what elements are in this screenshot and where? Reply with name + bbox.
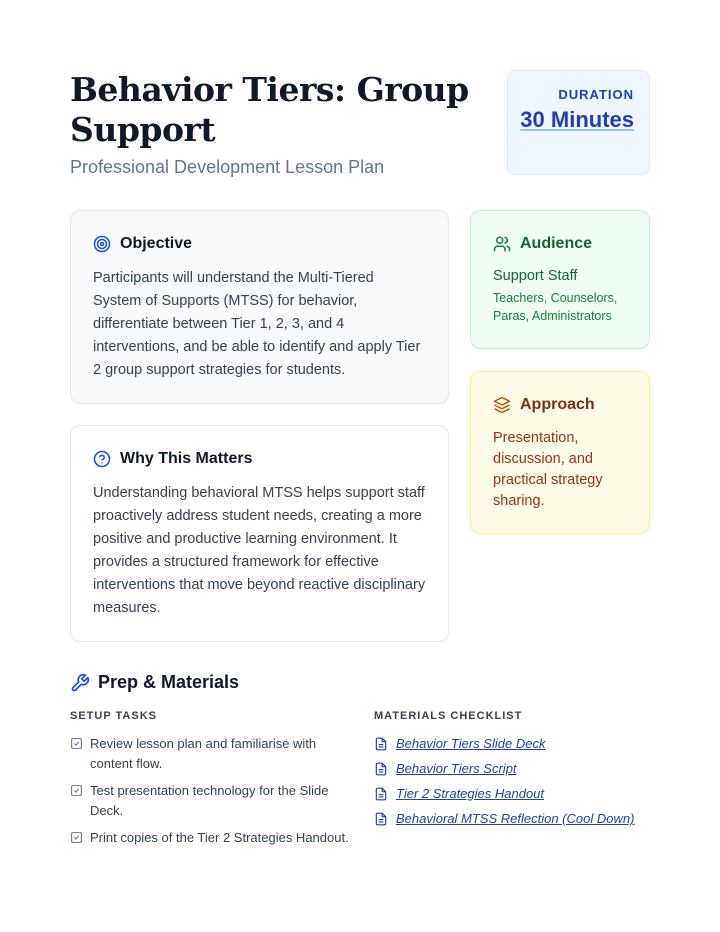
objective-card <box>70 210 449 404</box>
prep-heading: Prep & Materials <box>98 672 240 692</box>
list-item <box>70 781 350 821</box>
help-circle-icon <box>93 450 111 468</box>
page-title: Behavior Tiers: Group Support <box>70 70 469 149</box>
checkbox-checked-icon <box>70 831 83 844</box>
setup-task-list <box>70 734 350 855</box>
material-link-slide-deck[interactable]: Behavior Tiers Slide Deck <box>396 736 546 751</box>
audience-title: Support Staff <box>493 268 578 284</box>
audience-heading: Audience <box>520 235 593 252</box>
list-item <box>70 734 350 774</box>
material-link-reflection[interactable]: Behavioral MTSS Reflection (Cool Down) <box>396 811 635 826</box>
why-text: Understanding behavioral MTSS helps support staff proactively address student needs, creating a more positive and productive learning environment. It provides a structured framework for effective interventions that move beyond reactive disciplinary measures. <box>93 485 426 616</box>
document-icon <box>374 762 388 776</box>
setup-tasks-heading: SETUP TASKS <box>70 710 157 722</box>
why-card <box>70 425 449 642</box>
objective-text: Participants will understand the Multi-Tiered System of Supports (MTSS) for behavior, differentiate between Tier 1, 2, 3, and 4 interventions, and be able to identify and apply Tier 2 group support strategies for students. <box>93 270 421 378</box>
audience-detail: Teachers, Counselors, Paras, Administrators <box>493 291 618 323</box>
material-link-handout[interactable]: Tier 2 Strategies Handout <box>396 786 545 801</box>
list-item <box>374 759 674 778</box>
wrench-icon <box>70 673 90 693</box>
checkbox-checked-icon <box>70 737 83 750</box>
task-text: Test presentation technology for the Slide Deck. <box>90 783 329 818</box>
users-icon <box>493 235 511 253</box>
prep-heading-row <box>70 672 239 693</box>
checkbox-checked-icon <box>70 784 83 797</box>
audience-card <box>470 210 650 349</box>
duration-label: DURATION <box>558 87 634 102</box>
objective-heading: Objective <box>120 235 193 252</box>
document-icon <box>374 737 388 751</box>
list-item <box>374 809 674 828</box>
layers-icon <box>493 396 511 414</box>
task-text: Review lesson plan and familiarise with content flow. <box>90 736 317 771</box>
list-item <box>70 828 350 848</box>
materials-list <box>374 734 674 834</box>
document-icon <box>374 787 388 801</box>
document-icon <box>374 812 388 826</box>
approach-heading: Approach <box>520 396 595 413</box>
approach-text: Presentation, discussion, and practical strategy sharing. <box>493 430 603 509</box>
duration-box <box>507 70 650 175</box>
target-icon <box>93 235 111 253</box>
list-item <box>374 784 674 803</box>
materials-heading: MATERIALS CHECKLIST <box>374 710 523 722</box>
approach-card <box>470 371 650 534</box>
material-link-script[interactable]: Behavior Tiers Script <box>396 761 517 776</box>
why-heading: Why This Matters <box>120 450 253 467</box>
task-text: Print copies of the Tier 2 Strategies Handout. <box>90 830 349 845</box>
list-item <box>374 734 674 753</box>
page-subtitle: Professional Development Lesson Plan <box>70 157 385 177</box>
duration-value: 30 Minutes <box>520 107 634 132</box>
